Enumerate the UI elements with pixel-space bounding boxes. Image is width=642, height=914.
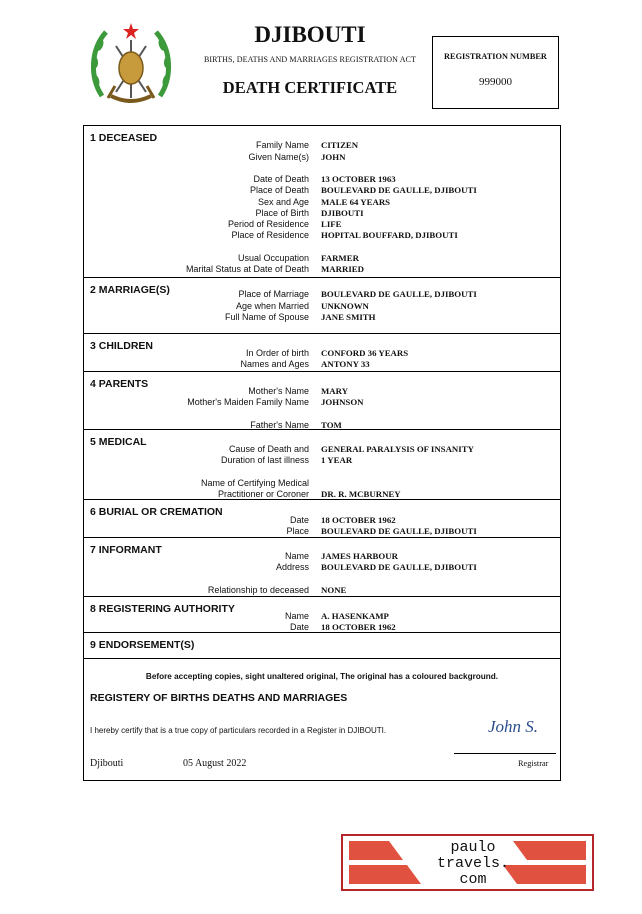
field-label: Relationship to deceased bbox=[207, 585, 309, 595]
field-row bbox=[84, 311, 560, 323]
field-row bbox=[84, 396, 560, 408]
registrar-label: Registrar bbox=[518, 759, 549, 768]
field-value: CONFORD 36 YEARS bbox=[321, 348, 409, 358]
field-value: LIFE bbox=[321, 219, 342, 229]
field-label: Name bbox=[284, 611, 309, 621]
field-label: Period of Residence bbox=[227, 219, 309, 229]
section-title: 7 INFORMANT bbox=[90, 544, 162, 556]
section-title: 1 DECEASED bbox=[90, 132, 158, 144]
field-row bbox=[84, 139, 560, 151]
field-row bbox=[84, 561, 560, 573]
field-value: BOULEVARD DE GAULLE, DJIBOUTI bbox=[321, 562, 477, 572]
field-value: UNKNOWN bbox=[321, 301, 369, 311]
field-value: DJIBOUTI bbox=[321, 208, 364, 218]
section-title: 6 BURIAL OR CREMATION bbox=[90, 506, 223, 518]
field-value: NONE bbox=[321, 585, 347, 595]
field-label: In Order of birth bbox=[245, 348, 309, 358]
section-title: 2 MARRIAGE(S) bbox=[90, 284, 170, 296]
field-value: JOHNSON bbox=[321, 397, 364, 407]
field-label: Usual Occupation bbox=[237, 253, 309, 263]
field-row bbox=[84, 584, 560, 596]
issue-place: Djibouti bbox=[90, 758, 124, 769]
field-value: TOM bbox=[321, 420, 342, 430]
field-label: Duration of last illness bbox=[220, 455, 309, 465]
djibouti-emblem bbox=[88, 20, 174, 112]
field-label: Place bbox=[286, 526, 309, 536]
field-value: BOULEVARD DE GAULLE, DJIBOUTI bbox=[321, 526, 477, 536]
country-name: DJIBOUTI bbox=[254, 22, 366, 47]
field-label: Mother's Name bbox=[248, 386, 309, 396]
section-parents bbox=[84, 372, 560, 430]
section-registering-authority bbox=[84, 597, 560, 633]
watermark-line-1: paulo bbox=[450, 839, 496, 856]
signature-text: John S. bbox=[488, 717, 539, 736]
document-title: DEATH CERTIFICATE bbox=[222, 78, 398, 97]
field-label: Place of Residence bbox=[231, 230, 309, 240]
field-row bbox=[84, 151, 560, 163]
section-informant bbox=[84, 538, 560, 597]
field-row bbox=[84, 621, 560, 633]
field-value: CITIZEN bbox=[321, 140, 359, 150]
section-children bbox=[84, 334, 560, 372]
field-row bbox=[84, 525, 560, 537]
field-value: JANE SMITH bbox=[321, 312, 376, 322]
field-label: Date of Death bbox=[253, 174, 309, 184]
section-deceased bbox=[84, 126, 560, 278]
field-value: ANTONY 33 bbox=[321, 359, 370, 369]
issue-date: 05 August 2022 bbox=[183, 758, 247, 769]
field-value: 18 OCTOBER 1962 bbox=[321, 515, 396, 525]
field-label: Names and Ages bbox=[240, 359, 309, 369]
registration-number-value: 999000 bbox=[479, 76, 512, 88]
field-value: FARMER bbox=[321, 253, 359, 263]
field-label: Age when Married bbox=[235, 301, 309, 311]
field-value: JOHN bbox=[321, 152, 346, 162]
field-label: Name bbox=[284, 551, 309, 561]
field-value: BOULEVARD DE GAULLE, DJIBOUTI bbox=[321, 185, 477, 195]
field-label: Date bbox=[289, 622, 309, 632]
field-label: Cause of Death and bbox=[228, 444, 309, 454]
section-medical bbox=[84, 430, 560, 500]
registration-number-box bbox=[432, 36, 559, 109]
field-value: MARRIED bbox=[321, 264, 365, 274]
field-row bbox=[84, 288, 560, 300]
registry-name: REGISTERY OF BIRTHS DEATHS AND MARRIAGES bbox=[90, 692, 348, 704]
field-label: Name of Certifying Medical bbox=[200, 478, 309, 488]
watermark-text bbox=[393, 840, 553, 888]
field-label: Place of Marriage bbox=[238, 289, 309, 299]
field-label: Date bbox=[289, 515, 309, 525]
field-label: Full Name of Spouse bbox=[224, 312, 309, 322]
field-label: Address bbox=[275, 562, 309, 572]
certificate-table bbox=[83, 125, 561, 781]
copy-warning: Before accepting copies, sight unaltered original, The original has a coloured background. bbox=[145, 672, 499, 681]
field-value: MARY bbox=[321, 386, 349, 396]
section-marriage bbox=[84, 278, 560, 334]
field-label: Marital Status at Date of Death bbox=[185, 264, 309, 274]
field-value: 13 OCTOBER 1963 bbox=[321, 174, 396, 184]
field-label: Family Name bbox=[255, 140, 309, 150]
field-value: HOPITAL BOUFFARD, DJIBOUTI bbox=[321, 230, 458, 240]
field-row bbox=[84, 229, 560, 241]
watermark-line-3: com bbox=[459, 871, 487, 888]
section-title: 5 MEDICAL bbox=[90, 436, 147, 448]
field-label: Father's Name bbox=[250, 420, 309, 430]
section-endorsements bbox=[84, 633, 560, 659]
section-burial bbox=[84, 500, 560, 538]
field-row bbox=[84, 184, 560, 196]
signature-line bbox=[454, 753, 556, 754]
field-label: Sex and Age bbox=[257, 197, 309, 207]
field-value: A. HASENKAMP bbox=[321, 611, 389, 621]
field-value: MALE 64 YEARS bbox=[321, 197, 391, 207]
field-row bbox=[84, 358, 560, 370]
registrar-signature bbox=[486, 712, 566, 740]
field-value: GENERAL PARALYSIS OF INSANITY bbox=[321, 444, 474, 454]
field-label: Given Name(s) bbox=[248, 152, 309, 162]
watermark-line-2: travels. bbox=[436, 855, 509, 872]
field-value: 1 YEAR bbox=[321, 455, 353, 465]
field-row bbox=[84, 488, 560, 500]
paulo-travels-watermark bbox=[341, 834, 594, 891]
registration-number-label: REGISTRATION NUMBER bbox=[444, 52, 547, 61]
section-title: 3 CHILDREN bbox=[90, 340, 154, 352]
field-label: Mother's Maiden Family Name bbox=[187, 397, 309, 407]
section-title: 9 ENDORSEMENT(S) bbox=[90, 639, 195, 651]
field-row bbox=[84, 454, 560, 466]
field-label: Place of Death bbox=[249, 185, 309, 195]
field-label: Practitioner or Coroner bbox=[217, 489, 309, 499]
field-row bbox=[84, 263, 560, 275]
registration-act: BIRTHS, DEATHS AND MARRIAGES REGISTRATION ACT bbox=[203, 55, 417, 64]
section-title: 8 REGISTERING AUTHORITY bbox=[90, 603, 235, 615]
field-label: Place of Birth bbox=[255, 208, 309, 218]
field-value: BOULEVARD DE GAULLE, DJIBOUTI bbox=[321, 289, 477, 299]
section-title: 4 PARENTS bbox=[90, 378, 149, 390]
field-value: DR. R. MCBURNEY bbox=[321, 489, 401, 499]
field-value: 18 OCTOBER 1962 bbox=[321, 622, 396, 632]
certification-statement: I hereby certify that is a true copy of particulars recorded in a Register in DJIBOUTI. bbox=[90, 726, 387, 735]
field-value: JAMES HARBOUR bbox=[321, 551, 398, 561]
